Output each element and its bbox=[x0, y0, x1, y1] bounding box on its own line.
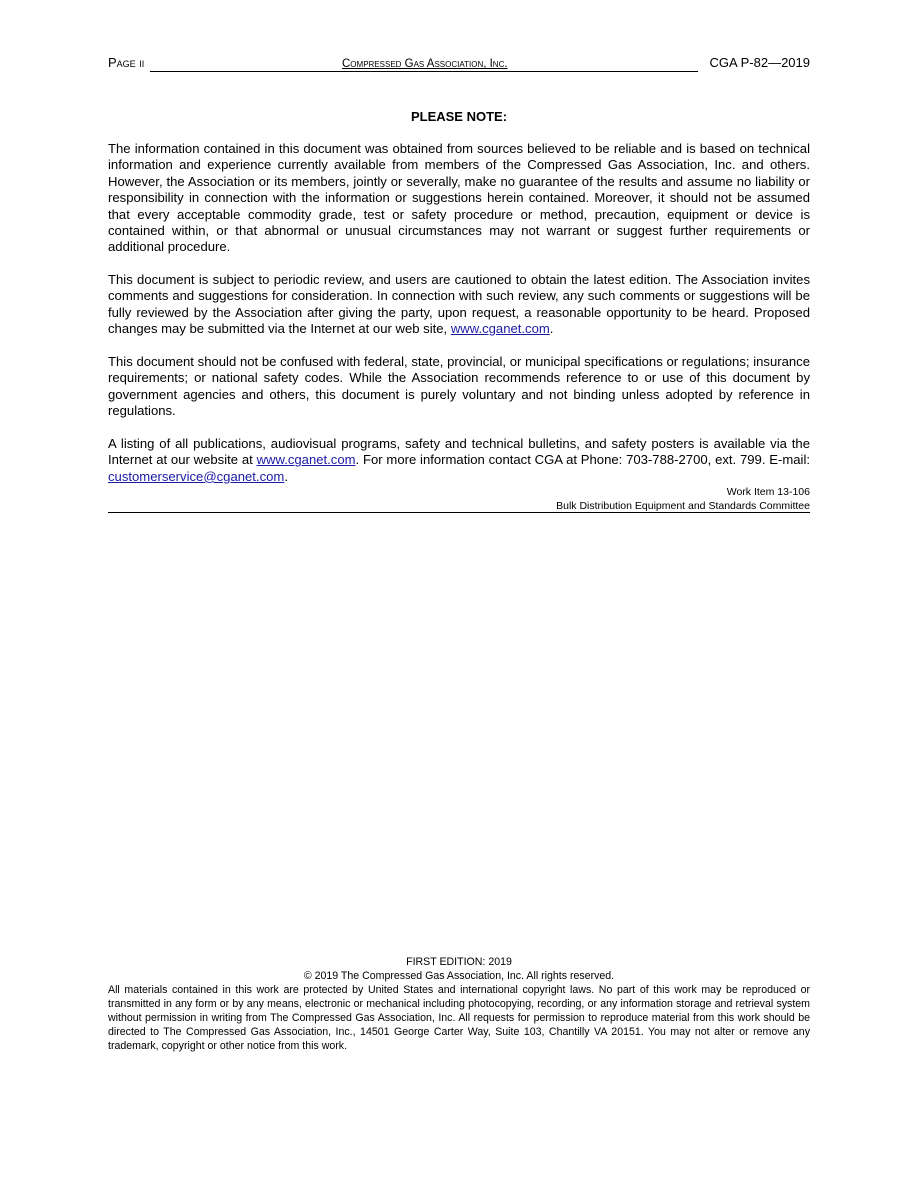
notice-paragraph-regulations: This document should not be confused with federal, state, provincial, or municipal specifications or regulations; insurance requirements; or national safety codes. While the Association recommends reference to or use of this document by government agencies and others, this document is purely voluntary and not binding unless adopted by reference in regulations. bbox=[108, 354, 810, 419]
notice-paragraph-review bbox=[108, 272, 810, 338]
work-item-number: Work Item 13-106 bbox=[726, 486, 810, 498]
review-text-end: . bbox=[549, 321, 554, 337]
header-rule-gap-left bbox=[108, 70, 150, 72]
document-page bbox=[108, 0, 810, 1188]
edition-line: FIRST EDITION: 2019 bbox=[406, 956, 512, 968]
contact-text-end: . bbox=[284, 468, 288, 484]
website-link[interactable]: www.cganet.com bbox=[450, 321, 550, 337]
notice-paragraph-contact bbox=[108, 436, 810, 485]
notice-heading: PLEASE NOTE: bbox=[410, 109, 508, 124]
work-item-block bbox=[556, 485, 810, 513]
notice-paragraph-disclaimer: The information contained in this document was obtained from sources believed to be reliable and is based on technical information and experience currently available from members of the Compressed Gas Association, Inc. and others. However, the Association or its members, jointly or severally, make no guarantee of the results and assume no liability or responsibility in connection with the information or suggestions herein contained. Moreover, it should not be assumed that every acceptable commodity grade, test or safety procedure or method, precaution, equipment or device is contained within, or that abnormal or unusual circumstances may not warrant or suggest further requirements or additional procedure. bbox=[108, 141, 810, 255]
review-text: This document is subject to periodic review, and users are cautioned to obtain the latest edition. The Association invites comments and suggestions for consideration. In connection with such review, any such comments or suggestions will be fully reviewed by the Association after giving the party, upon request, a reasonable opportunity to be heard. Proposed changes may be submitted via the Internet at our web site, bbox=[108, 272, 810, 337]
divider-rule bbox=[108, 512, 810, 513]
publisher-name: Compressed Gas Association, Inc. bbox=[342, 58, 508, 70]
copyright-legal-text: All materials contained in this work are protected by United States and international copyright laws. No part of this work may be reproduced or transmitted in any form or by any means, electronic or mechanical including photocopying, recording, or any information storage and retrieval system without permission in writing from The Compressed Gas Association, Inc. All requests for permission to reproduce material from this work should be directed to The Compressed Gas Association, Inc., 14501 George Carter Way, Suite 103, Chantilly VA 20151. You may not alter or remove any trademark, copyright or other notice from this work. bbox=[108, 984, 810, 1052]
email-link[interactable]: customerservice@cganet.com bbox=[108, 468, 285, 484]
committee-name: Bulk Distribution Equipment and Standards Committee bbox=[556, 500, 810, 512]
page-number: Page ii bbox=[108, 55, 145, 70]
edition-block bbox=[108, 955, 810, 1053]
running-header bbox=[108, 55, 810, 72]
document-number: CGA P-82—2019 bbox=[709, 55, 810, 70]
contact-text-mid: . For more information contact CGA at Phone: 703-788-2700, ext. 799. E-mail: bbox=[355, 452, 810, 468]
header-rule-gap-right bbox=[698, 70, 810, 72]
copyright-line: © 2019 The Compressed Gas Association, Inc. All rights reserved. bbox=[303, 970, 615, 982]
website-link-2[interactable]: www.cganet.com bbox=[256, 452, 356, 468]
contact-text: A listing of all publications, audiovisual programs, safety and technical bulletins, and safety posters is available via the Internet at our website at bbox=[108, 436, 810, 468]
